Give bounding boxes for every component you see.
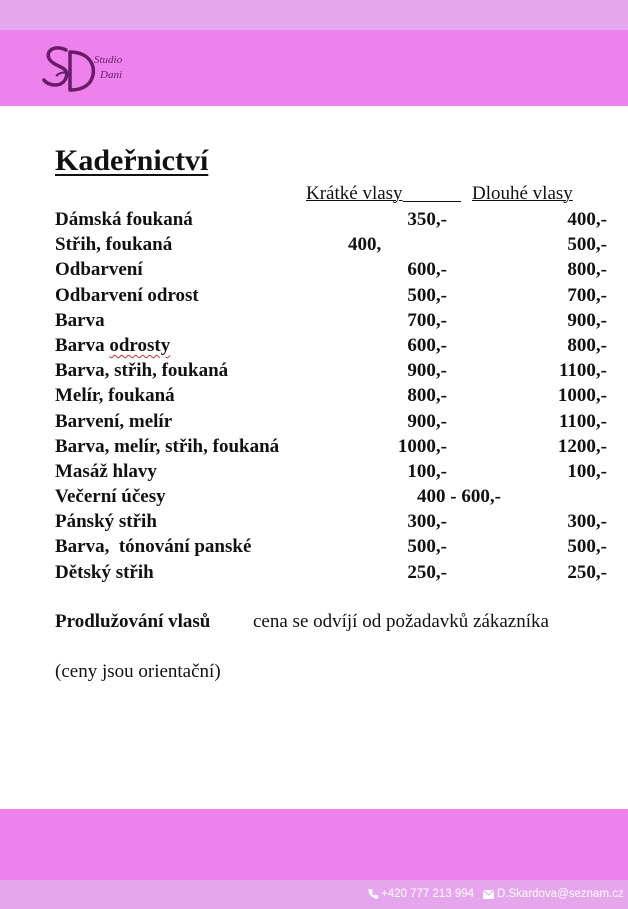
service-name: Střih, foukaná (55, 234, 173, 256)
price-long: 700,- (567, 284, 607, 306)
price-range: 400 - 600,- (417, 486, 501, 508)
contact-phone[interactable]: +420 777 213 994 (368, 888, 474, 900)
price-row (55, 409, 607, 434)
price-long: 1200,- (557, 435, 607, 457)
price-row (55, 333, 607, 358)
price-row (55, 484, 595, 509)
price-row (55, 308, 607, 333)
price-long: 400,- (567, 209, 607, 230)
footer-band (0, 809, 628, 880)
logo-text-studio: Studio (94, 54, 123, 66)
price-short: 900,- (407, 360, 447, 382)
price-row (55, 383, 607, 408)
price-short: 400, (348, 234, 382, 256)
price-short: 250,- (407, 561, 447, 583)
top-strip (0, 0, 628, 30)
price-short: 350,- (407, 209, 447, 230)
spellcheck-underlined-word: odrosty (109, 334, 171, 356)
price-row (55, 560, 607, 585)
price-long: 1000,- (557, 385, 607, 407)
price-long: 800,- (567, 334, 607, 356)
price-disclaimer: (ceny jsou orientační) (55, 661, 221, 682)
price-row (55, 509, 607, 534)
price-row (55, 434, 607, 459)
price-short: 100,- (407, 460, 447, 482)
price-short: 600,- (407, 259, 447, 281)
price-short: 800,- (407, 385, 447, 407)
service-name: Barva, melír, střih, foukaná (55, 435, 280, 457)
service-name: Barvení, melír (55, 410, 173, 432)
price-short: 300,- (407, 511, 447, 533)
price-list (55, 207, 607, 585)
extension-note: cena se odvíjí od požadavků zákazníka (253, 611, 549, 632)
studio-logo-icon (40, 40, 140, 96)
price-long: 1100,- (558, 360, 607, 382)
price-long: 1100,- (558, 410, 607, 432)
price-long: 500,- (567, 536, 607, 558)
logo-text-dani: Dani (100, 69, 122, 81)
service-name: Barva odrosty (55, 334, 171, 356)
service-name: Večerní účesy (55, 486, 166, 508)
contact-email[interactable]: D.Skardova@seznam.cz (483, 888, 624, 900)
service-name: Barva, střih, foukaná (55, 360, 229, 382)
service-name: Masáž hlavy (55, 460, 157, 482)
price-row (55, 459, 607, 484)
price-long: 900,- (567, 309, 607, 331)
price-row (55, 207, 607, 232)
service-name: Pánský střih (55, 511, 157, 533)
price-row (55, 283, 607, 308)
service-name: Barva (55, 309, 105, 331)
price-row (55, 358, 607, 383)
service-name: Odbarvení odrost (55, 284, 199, 306)
price-row (55, 232, 607, 257)
extension-label: Prodlužování vlasů (55, 611, 211, 632)
price-short: 900,- (407, 410, 447, 432)
price-long: 250,- (567, 561, 607, 583)
hair-extension-info (55, 611, 549, 633)
service-name: Barva, tónování panské (55, 536, 252, 558)
service-name: Dámská foukaná (55, 209, 193, 230)
service-name: Odbarvení (55, 259, 143, 281)
price-row (55, 257, 607, 282)
price-short: 500,- (407, 284, 447, 306)
price-long: 300,- (567, 511, 607, 533)
envelope-icon (483, 890, 494, 899)
column-header-long-hair: Dlouhé vlasy (472, 183, 573, 204)
service-name: Dětský střih (55, 561, 154, 583)
column-header-short-hair: Krátké vlasy (306, 183, 461, 205)
price-row (55, 534, 607, 559)
price-long: 800,- (567, 259, 607, 281)
price-short: 600,- (407, 334, 447, 356)
price-short: 500,- (407, 536, 447, 558)
service-name: Melír, foukaná (55, 385, 175, 407)
price-short: 700,- (407, 309, 447, 331)
price-short: 1000,- (397, 435, 447, 457)
price-long: 500,- (567, 234, 607, 256)
phone-icon (368, 888, 378, 899)
page-title: Kadeřnictví (55, 144, 209, 177)
price-long: 100,- (567, 460, 607, 482)
